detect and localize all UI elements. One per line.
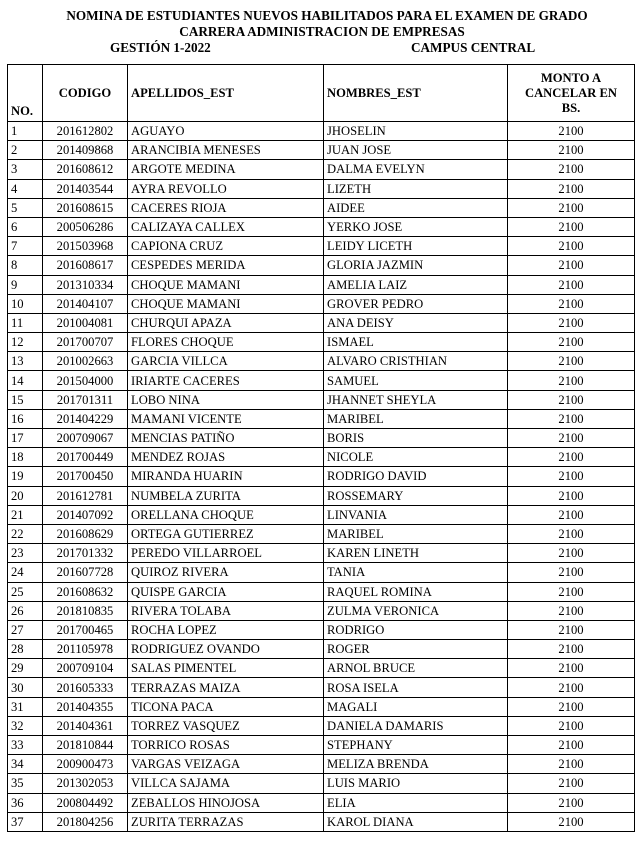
student-code: 201105978 bbox=[43, 640, 128, 659]
student-code: 201700707 bbox=[43, 333, 128, 352]
row-number: 24 bbox=[8, 563, 43, 582]
student-surnames: ZURITA TERRAZAS bbox=[128, 812, 324, 831]
student-surnames: GARCIA VILLCA bbox=[128, 352, 324, 371]
student-code: 201612802 bbox=[43, 122, 128, 141]
student-names: TANIA bbox=[324, 563, 508, 582]
student-names: LIZETH bbox=[324, 179, 508, 198]
student-names: MELIZA BRENDA bbox=[324, 755, 508, 774]
table-row bbox=[8, 294, 635, 313]
amount-to-pay: 2100 bbox=[508, 524, 635, 543]
student-code: 201804256 bbox=[43, 812, 128, 831]
student-surnames: PEREDO VILLARROEL bbox=[128, 544, 324, 563]
amount-to-pay: 2100 bbox=[508, 313, 635, 332]
student-surnames: ORELLANA CHOQUE bbox=[128, 505, 324, 524]
amount-to-pay: 2100 bbox=[508, 390, 635, 409]
amount-to-pay: 2100 bbox=[508, 659, 635, 678]
student-surnames: MAMANI VICENTE bbox=[128, 409, 324, 428]
column-header-monto bbox=[508, 65, 635, 122]
row-number: 9 bbox=[8, 275, 43, 294]
student-surnames: QUIROZ RIVERA bbox=[128, 563, 324, 582]
student-names: RODRIGO DAVID bbox=[324, 467, 508, 486]
table-row bbox=[8, 429, 635, 448]
student-names: GLORIA JAZMIN bbox=[324, 256, 508, 275]
student-names: ALVARO CRISTHIAN bbox=[324, 352, 508, 371]
column-header-apellidos: APELLIDOS_EST bbox=[128, 65, 324, 122]
table-row bbox=[8, 793, 635, 812]
student-code: 201607728 bbox=[43, 563, 128, 582]
column-header-nombres: NOMBRES_EST bbox=[324, 65, 508, 122]
table-row bbox=[8, 217, 635, 236]
row-number: 17 bbox=[8, 429, 43, 448]
student-code: 201004081 bbox=[43, 313, 128, 332]
student-surnames: MENCIAS PATIÑO bbox=[128, 429, 324, 448]
table-row bbox=[8, 620, 635, 639]
amount-to-pay: 2100 bbox=[508, 237, 635, 256]
row-number: 36 bbox=[8, 793, 43, 812]
table-row bbox=[8, 237, 635, 256]
student-code: 201404361 bbox=[43, 716, 128, 735]
student-names: YERKO JOSE bbox=[324, 217, 508, 236]
student-surnames: RODRIGUEZ OVANDO bbox=[128, 640, 324, 659]
student-code: 200709104 bbox=[43, 659, 128, 678]
student-surnames: ROCHA LOPEZ bbox=[128, 620, 324, 639]
student-names: GROVER PEDRO bbox=[324, 294, 508, 313]
document-header bbox=[0, 8, 644, 56]
student-names: NICOLE bbox=[324, 448, 508, 467]
amount-to-pay: 2100 bbox=[508, 601, 635, 620]
student-surnames: CHURQUI APAZA bbox=[128, 313, 324, 332]
student-surnames: CAPIONA CRUZ bbox=[128, 237, 324, 256]
student-surnames: RIVERA TOLABA bbox=[128, 601, 324, 620]
amount-to-pay: 2100 bbox=[508, 544, 635, 563]
student-surnames: ARANCIBIA MENESES bbox=[128, 141, 324, 160]
student-names: JHANNET SHEYLA bbox=[324, 390, 508, 409]
student-code: 201404107 bbox=[43, 294, 128, 313]
amount-to-pay: 2100 bbox=[508, 620, 635, 639]
student-code: 200900473 bbox=[43, 755, 128, 774]
amount-to-pay: 2100 bbox=[508, 160, 635, 179]
table-header-row bbox=[8, 65, 635, 122]
student-surnames: QUISPE GARCIA bbox=[128, 582, 324, 601]
amount-to-pay: 2100 bbox=[508, 697, 635, 716]
student-surnames: ARGOTE MEDINA bbox=[128, 160, 324, 179]
table-row bbox=[8, 716, 635, 735]
student-code: 201701332 bbox=[43, 544, 128, 563]
row-number: 31 bbox=[8, 697, 43, 716]
student-names: STEPHANY bbox=[324, 736, 508, 755]
student-surnames: SALAS PIMENTEL bbox=[128, 659, 324, 678]
student-surnames: TORRICO ROSAS bbox=[128, 736, 324, 755]
amount-to-pay: 2100 bbox=[508, 198, 635, 217]
row-number: 32 bbox=[8, 716, 43, 735]
table-row bbox=[8, 256, 635, 275]
row-number: 10 bbox=[8, 294, 43, 313]
row-number: 13 bbox=[8, 352, 43, 371]
student-code: 201403544 bbox=[43, 179, 128, 198]
amount-to-pay: 2100 bbox=[508, 812, 635, 831]
row-number: 20 bbox=[8, 486, 43, 505]
row-number: 26 bbox=[8, 601, 43, 620]
table-body bbox=[8, 122, 635, 832]
student-code: 201404355 bbox=[43, 697, 128, 716]
table-row bbox=[8, 544, 635, 563]
table-row bbox=[8, 678, 635, 697]
student-surnames: CHOQUE MAMANI bbox=[128, 294, 324, 313]
row-number: 15 bbox=[8, 390, 43, 409]
amount-to-pay: 2100 bbox=[508, 716, 635, 735]
table-row bbox=[8, 524, 635, 543]
student-names: DALMA EVELYN bbox=[324, 160, 508, 179]
amount-to-pay: 2100 bbox=[508, 774, 635, 793]
student-surnames: AYRA REVOLLO bbox=[128, 179, 324, 198]
table-row bbox=[8, 275, 635, 294]
column-header-codigo: CODIGO bbox=[43, 65, 128, 122]
student-code: 201608615 bbox=[43, 198, 128, 217]
row-number: 4 bbox=[8, 179, 43, 198]
amount-to-pay: 2100 bbox=[508, 294, 635, 313]
amount-to-pay: 2100 bbox=[508, 371, 635, 390]
student-code: 200506286 bbox=[43, 217, 128, 236]
student-names: SAMUEL bbox=[324, 371, 508, 390]
amount-to-pay: 2100 bbox=[508, 179, 635, 198]
amount-to-pay: 2100 bbox=[508, 505, 635, 524]
student-names: JHOSELIN bbox=[324, 122, 508, 141]
student-names: ISMAEL bbox=[324, 333, 508, 352]
row-number: 14 bbox=[8, 371, 43, 390]
table-row bbox=[8, 160, 635, 179]
student-table bbox=[7, 64, 635, 832]
student-code: 201810835 bbox=[43, 601, 128, 620]
table-row bbox=[8, 659, 635, 678]
student-surnames: LOBO NINA bbox=[128, 390, 324, 409]
row-number: 5 bbox=[8, 198, 43, 217]
student-surnames: FLORES CHOQUE bbox=[128, 333, 324, 352]
row-number: 2 bbox=[8, 141, 43, 160]
column-header-monto-line1: MONTO A bbox=[540, 70, 602, 85]
amount-to-pay: 2100 bbox=[508, 429, 635, 448]
student-names: ZULMA VERONICA bbox=[324, 601, 508, 620]
student-names: DANIELA DAMARIS bbox=[324, 716, 508, 735]
student-code: 200709067 bbox=[43, 429, 128, 448]
amount-to-pay: 2100 bbox=[508, 755, 635, 774]
document-title: NOMINA DE ESTUDIANTES NUEVOS HABILITADOS PARA EL EXAMEN DE GRADO bbox=[66, 8, 588, 23]
student-surnames: NUMBELA ZURITA bbox=[128, 486, 324, 505]
student-surnames: TERRAZAS MAIZA bbox=[128, 678, 324, 697]
student-code: 201608629 bbox=[43, 524, 128, 543]
student-surnames: CALIZAYA CALLEX bbox=[128, 217, 324, 236]
student-names: ROSA ISELA bbox=[324, 678, 508, 697]
student-names: LINVANIA bbox=[324, 505, 508, 524]
row-number: 37 bbox=[8, 812, 43, 831]
row-number: 25 bbox=[8, 582, 43, 601]
student-code: 201503968 bbox=[43, 237, 128, 256]
student-names: MAGALI bbox=[324, 697, 508, 716]
student-code: 201605333 bbox=[43, 678, 128, 697]
row-number: 19 bbox=[8, 467, 43, 486]
student-code: 201504000 bbox=[43, 371, 128, 390]
column-header-no: NO. bbox=[8, 65, 43, 122]
amount-to-pay: 2100 bbox=[508, 736, 635, 755]
row-number: 29 bbox=[8, 659, 43, 678]
student-surnames: CHOQUE MAMANI bbox=[128, 275, 324, 294]
row-number: 33 bbox=[8, 736, 43, 755]
table-row bbox=[8, 563, 635, 582]
amount-to-pay: 2100 bbox=[508, 467, 635, 486]
student-code: 201700465 bbox=[43, 620, 128, 639]
student-code: 201302053 bbox=[43, 774, 128, 793]
student-surnames: CACERES RIOJA bbox=[128, 198, 324, 217]
amount-to-pay: 2100 bbox=[508, 678, 635, 697]
row-number: 8 bbox=[8, 256, 43, 275]
table-row bbox=[8, 352, 635, 371]
campus-label: CAMPUS CENTRAL bbox=[411, 40, 536, 55]
column-header-monto-line3: BS. bbox=[561, 100, 581, 115]
amount-to-pay: 2100 bbox=[508, 256, 635, 275]
row-number: 34 bbox=[8, 755, 43, 774]
amount-to-pay: 2100 bbox=[508, 122, 635, 141]
amount-to-pay: 2100 bbox=[508, 333, 635, 352]
row-number: 6 bbox=[8, 217, 43, 236]
row-number: 7 bbox=[8, 237, 43, 256]
table-row bbox=[8, 755, 635, 774]
table-row bbox=[8, 467, 635, 486]
table-row bbox=[8, 313, 635, 332]
student-surnames: AGUAYO bbox=[128, 122, 324, 141]
student-names: RODRIGO bbox=[324, 620, 508, 639]
student-names: ROGER bbox=[324, 640, 508, 659]
table-row bbox=[8, 122, 635, 141]
table-row bbox=[8, 505, 635, 524]
table-row bbox=[8, 582, 635, 601]
student-surnames: MENDEZ ROJAS bbox=[128, 448, 324, 467]
student-names: ROSSEMARY bbox=[324, 486, 508, 505]
student-code: 200804492 bbox=[43, 793, 128, 812]
table-row bbox=[8, 736, 635, 755]
student-names: BORIS bbox=[324, 429, 508, 448]
student-code: 201700450 bbox=[43, 467, 128, 486]
student-code: 201608612 bbox=[43, 160, 128, 179]
student-names: KAROL DIANA bbox=[324, 812, 508, 831]
student-code: 201310334 bbox=[43, 275, 128, 294]
table-row bbox=[8, 371, 635, 390]
row-number: 18 bbox=[8, 448, 43, 467]
amount-to-pay: 2100 bbox=[508, 582, 635, 601]
table-row bbox=[8, 448, 635, 467]
row-number: 11 bbox=[8, 313, 43, 332]
table-row bbox=[8, 333, 635, 352]
column-header-monto-line2: CANCELAR EN bbox=[524, 85, 617, 100]
student-names: LUIS MARIO bbox=[324, 774, 508, 793]
row-number: 27 bbox=[8, 620, 43, 639]
student-surnames: ORTEGA GUTIERREZ bbox=[128, 524, 324, 543]
amount-to-pay: 2100 bbox=[508, 563, 635, 582]
student-code: 201701311 bbox=[43, 390, 128, 409]
row-number: 12 bbox=[8, 333, 43, 352]
student-names: MARIBEL bbox=[324, 409, 508, 428]
student-surnames: MIRANDA HUARIN bbox=[128, 467, 324, 486]
table-row bbox=[8, 697, 635, 716]
student-surnames: VARGAS VEIZAGA bbox=[128, 755, 324, 774]
student-surnames: ZEBALLOS HINOJOSA bbox=[128, 793, 324, 812]
row-number: 16 bbox=[8, 409, 43, 428]
amount-to-pay: 2100 bbox=[508, 141, 635, 160]
student-names: AIDEE bbox=[324, 198, 508, 217]
table-row bbox=[8, 486, 635, 505]
student-code: 201608632 bbox=[43, 582, 128, 601]
student-surnames: TICONA PACA bbox=[128, 697, 324, 716]
row-number: 22 bbox=[8, 524, 43, 543]
student-code: 201810844 bbox=[43, 736, 128, 755]
table-row bbox=[8, 601, 635, 620]
table-row bbox=[8, 812, 635, 831]
student-names: KAREN LINETH bbox=[324, 544, 508, 563]
amount-to-pay: 2100 bbox=[508, 275, 635, 294]
row-number: 1 bbox=[8, 122, 43, 141]
student-code: 201002663 bbox=[43, 352, 128, 371]
student-code: 201404229 bbox=[43, 409, 128, 428]
amount-to-pay: 2100 bbox=[508, 486, 635, 505]
amount-to-pay: 2100 bbox=[508, 793, 635, 812]
header-subline bbox=[0, 40, 644, 56]
student-names: JUAN JOSE bbox=[324, 141, 508, 160]
row-number: 35 bbox=[8, 774, 43, 793]
student-code: 201700449 bbox=[43, 448, 128, 467]
amount-to-pay: 2100 bbox=[508, 352, 635, 371]
row-number: 28 bbox=[8, 640, 43, 659]
career-title: CARRERA ADMINISTRACION DE EMPRESAS bbox=[179, 24, 465, 39]
amount-to-pay: 2100 bbox=[508, 448, 635, 467]
amount-to-pay: 2100 bbox=[508, 409, 635, 428]
amount-to-pay: 2100 bbox=[508, 217, 635, 236]
table-row bbox=[8, 640, 635, 659]
row-number: 21 bbox=[8, 505, 43, 524]
table-row bbox=[8, 390, 635, 409]
student-code: 201608617 bbox=[43, 256, 128, 275]
row-number: 23 bbox=[8, 544, 43, 563]
student-surnames: CESPEDES MERIDA bbox=[128, 256, 324, 275]
gestion-label: GESTIÓN 1-2022 bbox=[110, 40, 211, 55]
amount-to-pay: 2100 bbox=[508, 640, 635, 659]
row-number: 3 bbox=[8, 160, 43, 179]
student-names: ANA DEISY bbox=[324, 313, 508, 332]
student-code: 201409868 bbox=[43, 141, 128, 160]
student-names: ARNOL BRUCE bbox=[324, 659, 508, 678]
student-surnames: IRIARTE CACERES bbox=[128, 371, 324, 390]
table-row bbox=[8, 141, 635, 160]
table-row bbox=[8, 774, 635, 793]
student-code: 201612781 bbox=[43, 486, 128, 505]
student-code: 201407092 bbox=[43, 505, 128, 524]
student-surnames: VILLCA SAJAMA bbox=[128, 774, 324, 793]
student-names: RAQUEL ROMINA bbox=[324, 582, 508, 601]
table-row bbox=[8, 409, 635, 428]
student-names: LEIDY LICETH bbox=[324, 237, 508, 256]
student-surnames: TORREZ VASQUEZ bbox=[128, 716, 324, 735]
student-names: MARIBEL bbox=[324, 524, 508, 543]
row-number: 30 bbox=[8, 678, 43, 697]
student-names: AMELIA LAIZ bbox=[324, 275, 508, 294]
student-names: ELIA bbox=[324, 793, 508, 812]
table-row bbox=[8, 198, 635, 217]
table-row bbox=[8, 179, 635, 198]
